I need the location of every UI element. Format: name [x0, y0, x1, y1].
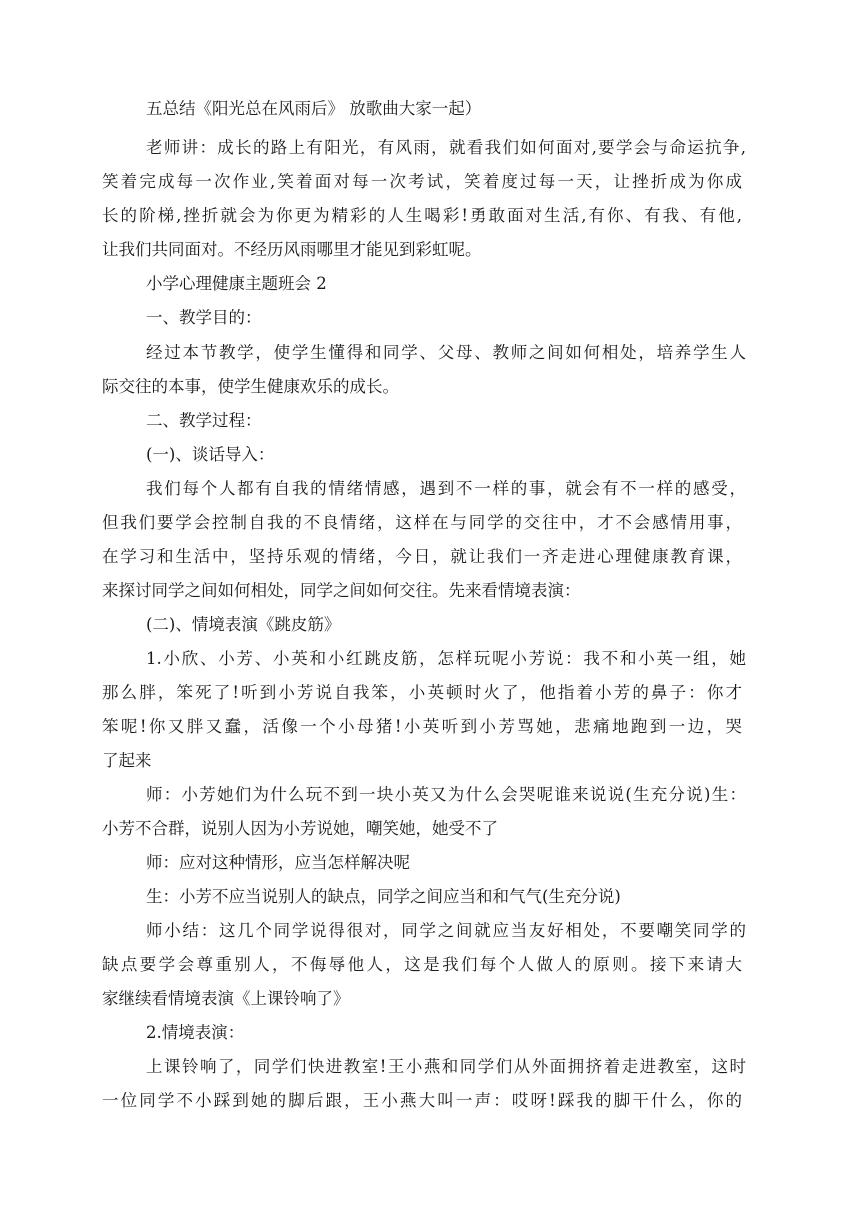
section-heading: 一、教学目的：	[146, 308, 262, 327]
paragraph-line: 笑着完成每一次作业,笑着面对每一次考试，笑着度过每一天，让挫折成为你成	[102, 172, 742, 191]
paragraph-line: 际交往的本事，使学生健康欢乐的成长。	[102, 377, 399, 396]
paragraph-line: 笨呢!你又胖又蠢，活像一个小母猪!小英听到小芳骂她，悲痛地跑到一边，哭	[102, 717, 742, 736]
section-title: 小学心理健康主题班会 2	[146, 274, 327, 293]
paragraph-line: 生：小芳不应当说别人的缺点，同学之间应当和和气气(生充分说)	[146, 887, 621, 906]
paragraph-line: 师：小芳她们为什么玩不到一块小英又为什么会哭呢谁来说说(生充分说)生：	[146, 785, 746, 804]
paragraph-line: 一位同学不小踩到她的脚后跟，王小燕大叫一声：哎呀!踩我的脚干什么，你的	[102, 1091, 742, 1110]
paragraph-line: 我们每个人都有自我的情绪情感，遇到不一样的事，就会有不一样的感受，	[146, 479, 746, 498]
paragraph-line: 来探讨同学之间如何相处，同学之间如何交往。先来看情境表演：	[102, 581, 581, 600]
paragraph-line: 让我们共同面对。不经历风雨哪里才能见到彩虹呢。	[102, 240, 482, 259]
paragraph-line: 老师讲：成长的路上有阳光，有风雨，就看我们如何面对,要学会与命运抗争,	[146, 138, 746, 157]
paragraph-line: 上课铃响了，同学们快进教室!王小燕和同学们从外面拥挤着走进教室，这时	[146, 1057, 746, 1076]
paragraph-line: 了起来	[102, 751, 152, 770]
subsection-heading: (二)、情境表演《跳皮筋》	[146, 615, 341, 634]
summary-heading: 五总结《阳光总在风雨后》 放歌曲大家一起）	[146, 99, 482, 118]
paragraph-line: 那么胖，笨死了!听到小芳说自我笨，小英顿时火了，他指着小芳的鼻子：你才	[102, 683, 742, 702]
paragraph-line: 长的阶梯,挫折就会为你更为精彩的人生喝彩!勇敢面对生活,有你、有我、有他,	[102, 206, 742, 225]
paragraph-line: 在学习和生活中，坚持乐观的情绪，今日，就让我们一齐走进心理健康教育课，	[102, 547, 742, 566]
paragraph-line: 但我们要学会控制自我的不良情绪，这样在与同学的交往中，才不会感情用事，	[102, 513, 742, 532]
paragraph-line: 1.小欣、小芳、小英和小红跳皮筋，怎样玩呢小芳说：我不和小英一组，她	[146, 649, 746, 668]
section-heading: 二、教学过程：	[146, 411, 262, 430]
subsection-heading: (一)、谈话导入：	[146, 445, 275, 464]
paragraph-line: 家继续看情境表演《上课铃响了》	[102, 989, 350, 1008]
subsection-heading: 2.情境表演：	[146, 1023, 245, 1042]
paragraph-line: 经过本节教学，使学生懂得和同学、父母、教师之间如何相处，培养学生人	[146, 343, 746, 362]
paragraph-line: 缺点要学会尊重别人，不侮辱他人，这是我们每个人做人的原则。接下来请大	[102, 955, 742, 974]
paragraph-line: 师：应对这种情形，应当怎样解决呢	[146, 853, 410, 872]
paragraph-line: 小芳不合群，说别人因为小芳说她，嘲笑她，她受不了	[102, 819, 498, 838]
paragraph-line: 师小结：这几个同学说得很对，同学之间就应当友好相处，不要嘲笑同学的	[146, 921, 746, 940]
